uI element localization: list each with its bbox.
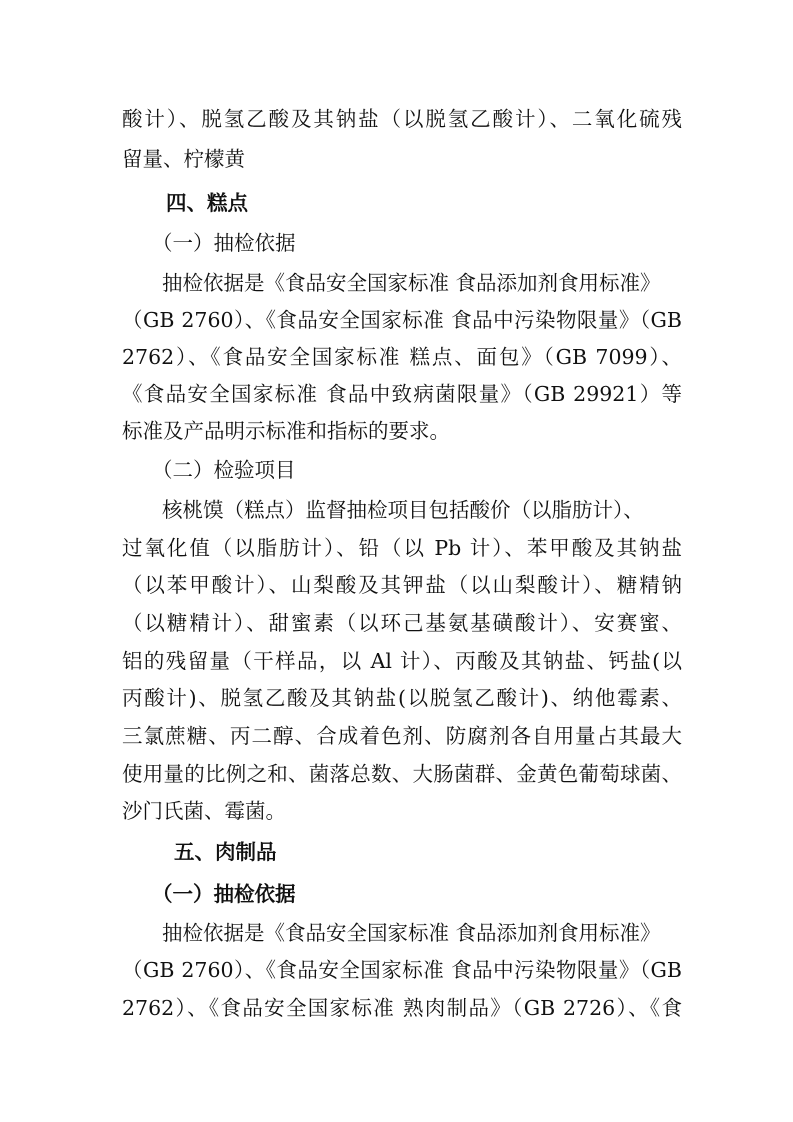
paragraph-line: （以苯甲酸计）、山梨酸及其钾盐（以山梨酸计）、糖精钠 (122, 573, 682, 597)
section-heading-4: 四、糕点 (166, 191, 248, 215)
section-heading-5: 五、肉制品 (174, 840, 277, 864)
paragraph-line: （GB 2760）、《食品安全国家标准 食品中污染物限量》（GB (122, 958, 682, 982)
paragraph-line: 抽检依据是《食品安全国家标准 食品添加剂食用标准》 (162, 921, 661, 945)
paragraph-line: 使用量的比例之和、菌落总数、大肠菌群、金黄色葡萄球菌、 (122, 762, 682, 786)
paragraph-line: 2762）、《食品安全国家标准 糕点、面包》（GB 7099）、 (122, 345, 682, 369)
paragraph-line: 核桃馍（糕点）监督抽检项目包括酸价（以脂肪计）、 (162, 498, 644, 522)
text-line: 留量、柠檬黄 (122, 147, 245, 171)
paragraph-line: 铝的残留量（干样品，以 Al 计）、丙酸及其钠盐、钙盐(以 (122, 649, 682, 673)
paragraph-line: 2762）、《食品安全国家标准 熟肉制品》（GB 2726）、《食 (122, 996, 682, 1020)
paragraph-line: （GB 2760）、《食品安全国家标准 食品中污染物限量》（GB (122, 308, 682, 332)
paragraph-line: 《食品安全国家标准 食品中致病菌限量》（GB 29921）等 (122, 382, 682, 406)
subsection-heading: （一）抽检依据 (152, 231, 296, 255)
text-line: 酸计）、脱氢乙酸及其钠盐（以脱氢乙酸计）、二氧化硫残 (122, 107, 682, 131)
paragraph-line: 沙门氏菌、霉菌。 (122, 799, 286, 823)
paragraph-line: 过氧化值（以脂肪计）、铅（以 Pb 计）、苯甲酸及其钠盐 (122, 536, 682, 560)
paragraph-line: 标准及产品明示标准和指标的要求。 (122, 419, 450, 443)
paragraph-line: 三氯蔗糖、丙二醇、合成着色剂、防腐剂各自用量占其最大 (122, 724, 682, 748)
paragraph-line: 丙酸计)、脱氢乙酸及其钠盐(以脱氢乙酸计)、纳他霉素、 (122, 686, 682, 710)
paragraph-line: （以糖精计）、甜蜜素（以环己基氨基磺酸计）、安赛蜜、 (122, 611, 682, 635)
subsection-heading: （一）抽检依据 (152, 882, 296, 906)
paragraph-line: 抽检依据是《食品安全国家标准 食品添加剂食用标准》 (162, 271, 661, 295)
subsection-heading: （二）检验项目 (152, 458, 296, 482)
